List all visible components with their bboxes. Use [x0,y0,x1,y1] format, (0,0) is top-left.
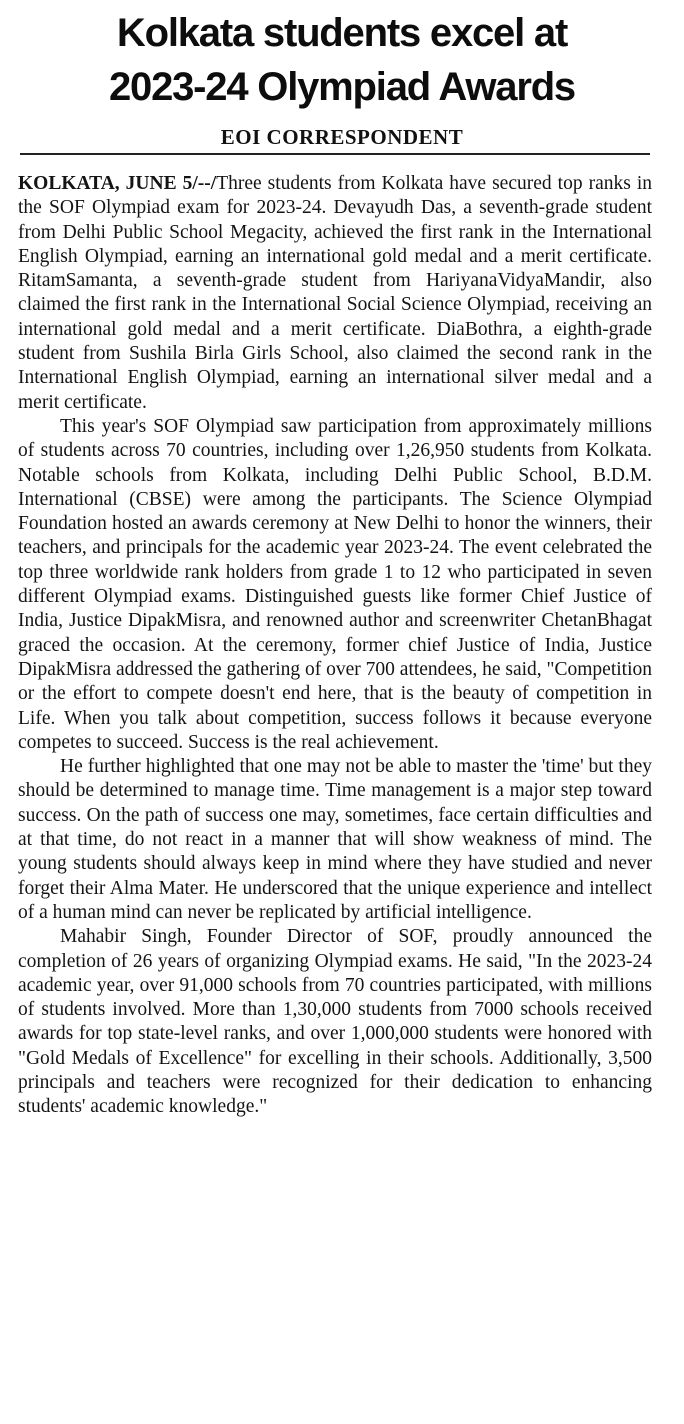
dateline: KOLKATA, JUNE 5/--/ [18,173,217,194]
headline-line-2: 2023-24 Olympiad Awards [109,65,575,109]
byline: EOI CORRESPONDENT [220,125,464,149]
headline [0,6,684,114]
paragraph-1-text: Three students from Kolkata have secured top ranks in the SOF Olympiad exam for 2023-24. Devayudh Das, a seventh-grade student from Delhi Public School Megacity, achieved the first rank in the International English Olympiad, earning an international gold medal and a merit certificate. RitamSamanta, a seventh-grade student from HariyanaVidyaMandir, also claimed the first rank in the International Social Science Olympiad, receiving an international gold medal and a merit certificate. DiaBothra, a eighth-grade student from Sushila Birla Girls School, also claimed the second rank in the International English Olympiad, earning an international silver medal and a merit certificate. [18,173,652,413]
paragraph-4: Mahabir Singh, Founder Director of SOF, proudly announced the completion of 26 years of organizing Olympiad exams. He said, "In the 2023-24 academic year, over 91,000 schools from 70 countries participated, with millions of students involved. More than 1,30,000 students from 7000 schools received awards for top state-level ranks, and over 1,000,000 students were honored with "Gold Medals of Excellence" for excelling in their schools. Additionally, 3,500 principals and teachers were recognized for their dedication to enhancing students' academic knowledge." [18,926,652,1118]
paragraph-2: This year's SOF Olympiad saw participation from approximately millions of students across 70 countries, including over 1,26,950 students from Kolkata. Notable schools from Kolkata, including Delhi Public School, B.D.M. International (CBSE) were among the participants. The Science Olympiad Foundation hosted an awards ceremony at New Delhi to honor the winners, their teachers, and principals for the academic year 2023-24. The event celebrated the top three worldwide rank holders from grade 1 to 12 who participated in seven different Olympiad exams. Distinguished guests like former Chief Justice of India, Justice DipakMisra, and renowned author and screenwriter ChetanBhagat graced the occasion. At the ceremony, former chief Justice of India, Justice DipakMisra addressed the gathering of over 700 attendees, he said, "Competition or the effort to compete doesn't end here, that is the beauty of competition in Life. When you talk about competition, success follows it because everyone competes to succeed. Success is the real achievement. [18,415,652,753]
byline-divider [20,153,650,155]
headline-line-1: Kolkata students excel at [116,11,568,55]
article-body [18,172,652,1120]
paragraph-3: He further highlighted that one may not be able to master the 'time' but they should be determined to manage time. Time management is a major step toward success. On the path of success one may, sometimes, face certain difficulties and at that time, do not react in a manner that will show weakness of mind. The young students should always keep in mind where they have studied and never forget their Alma Mater. He underscored that the unique experience and intellect of a human mind can never be replicated by artificial intelligence. [18,756,652,923]
paragraph-1 [18,172,652,415]
